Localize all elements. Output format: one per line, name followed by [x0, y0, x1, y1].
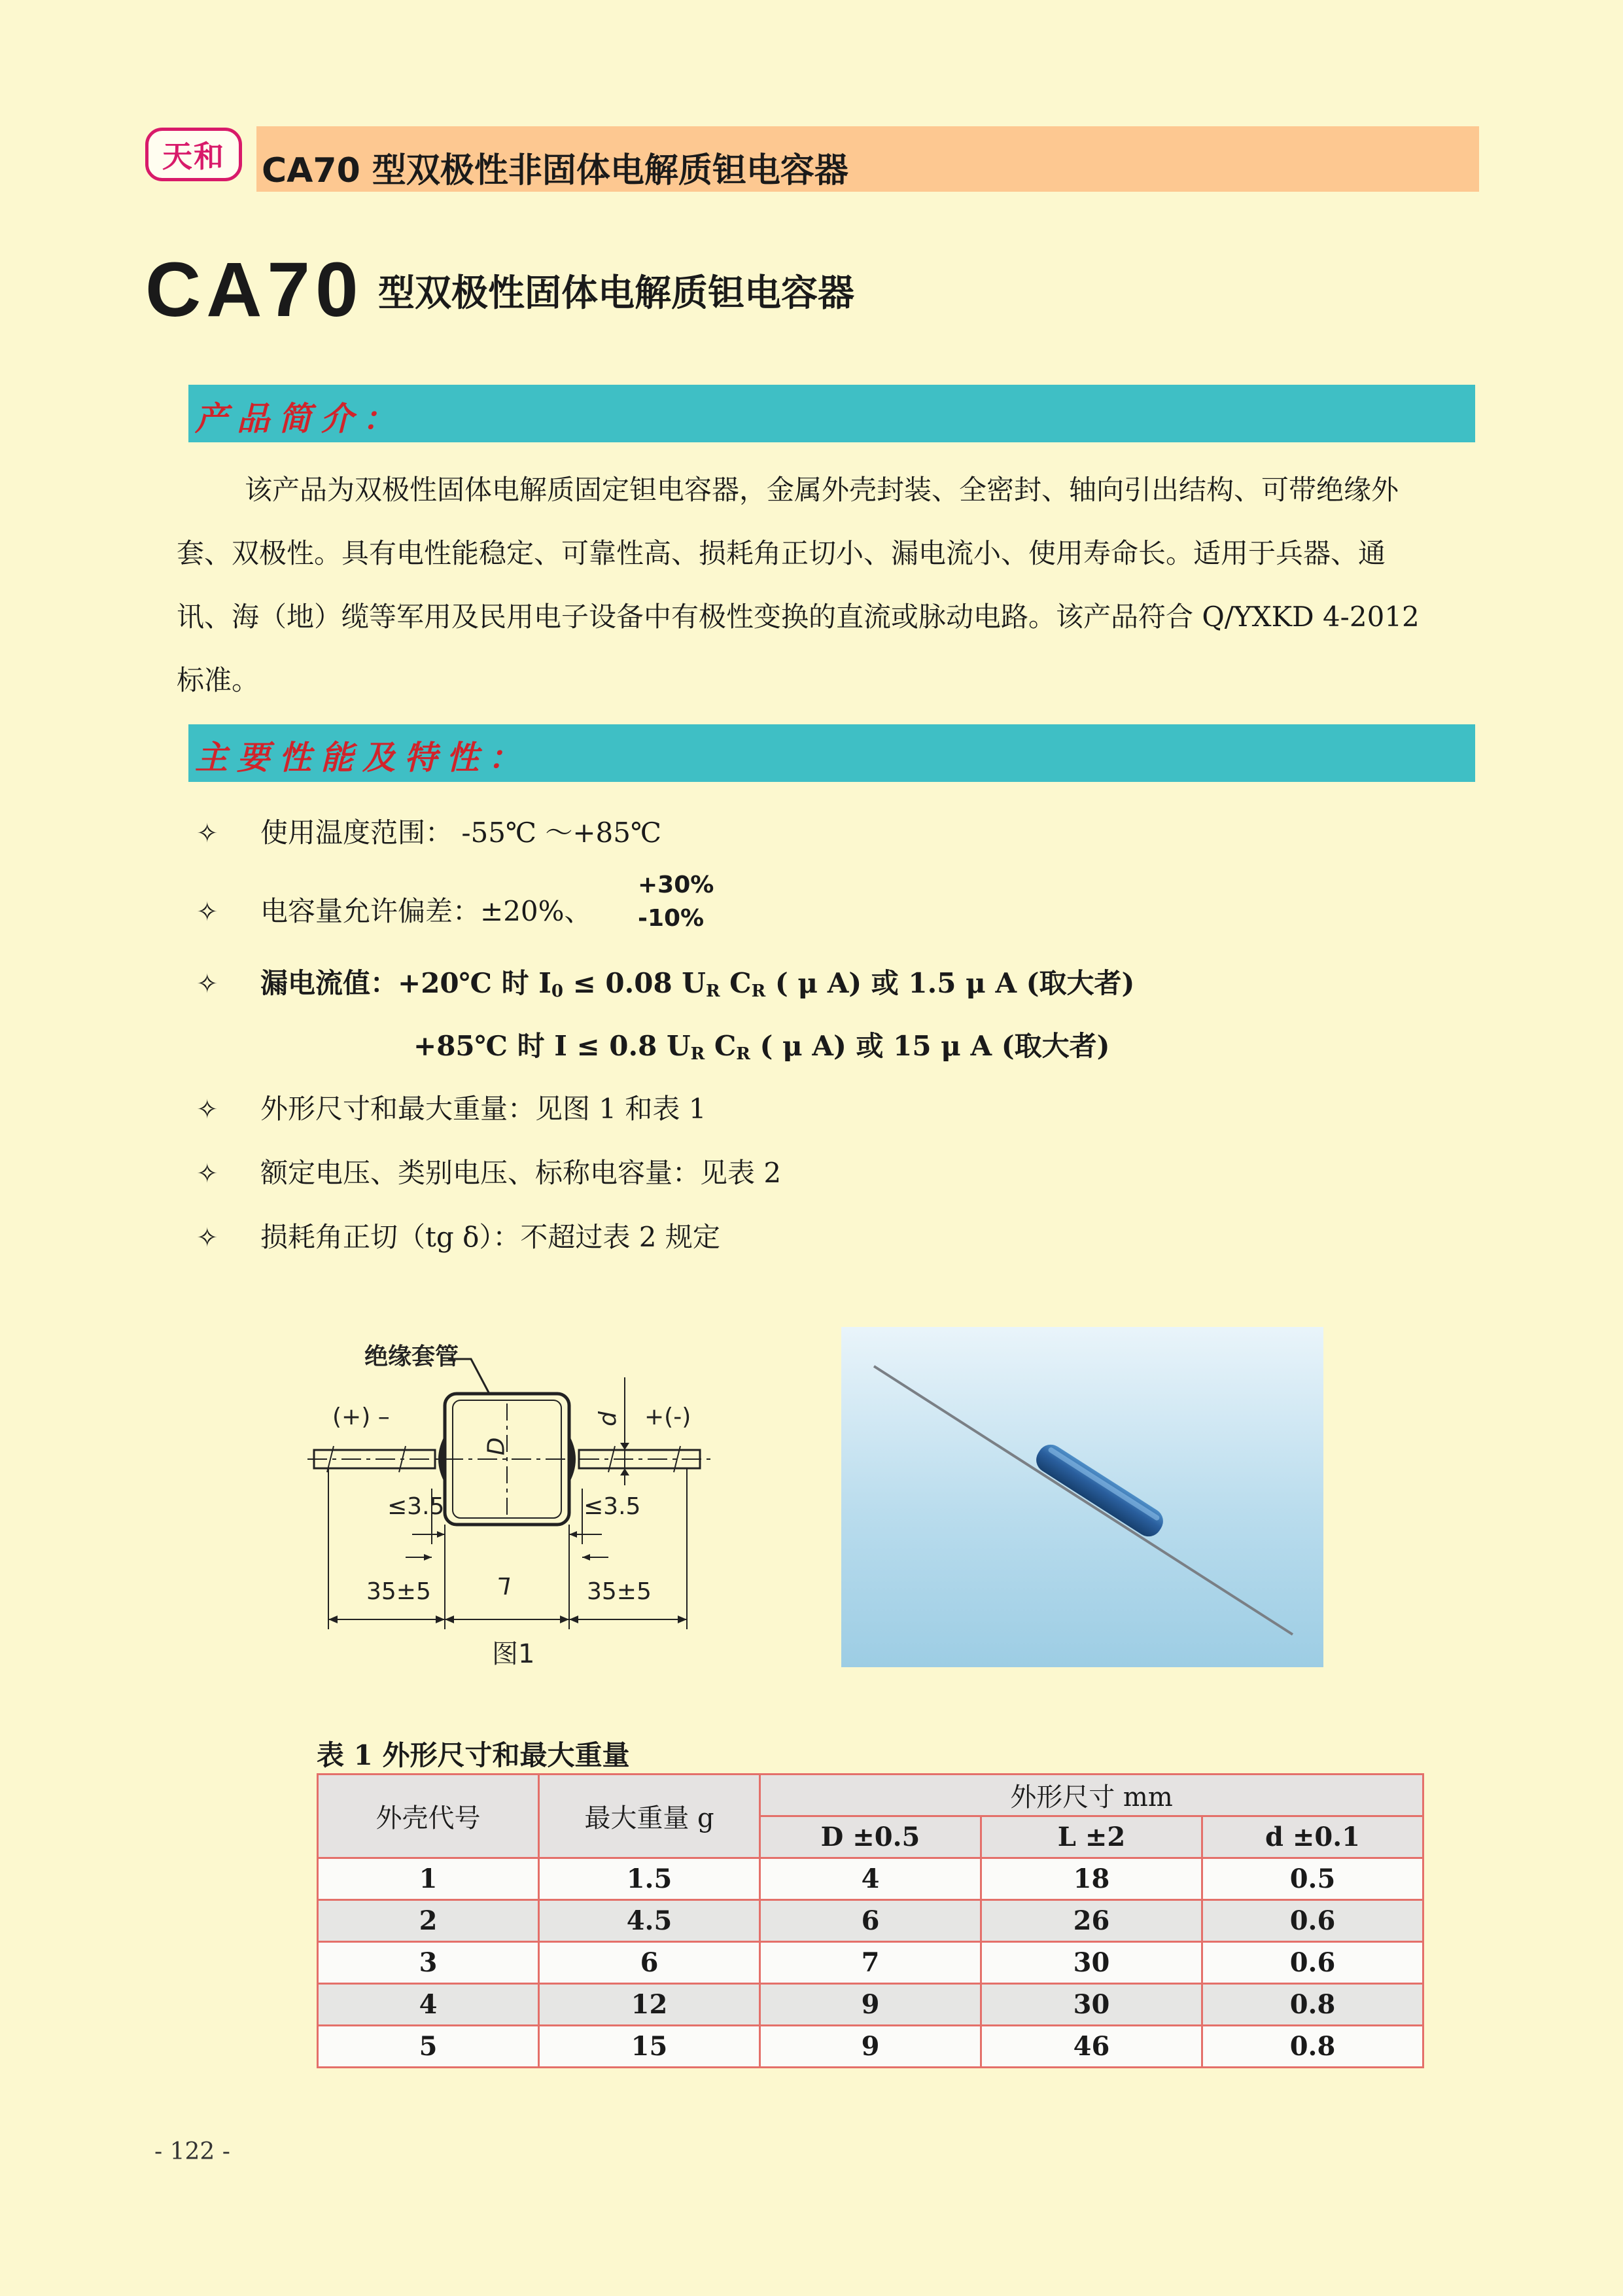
lead-diameter-d-label: d	[594, 1411, 621, 1426]
polarity-left-label: (+) –	[332, 1404, 390, 1430]
leak-sub: R	[705, 981, 720, 1001]
bullet-icon: ✧	[196, 1223, 218, 1253]
leak2-sub: R	[690, 1044, 705, 1064]
cell-D: 9	[760, 2026, 981, 2068]
feature-dimensions	[196, 1087, 707, 1127]
page-number: - 122 -	[154, 2138, 230, 2165]
leak-text-2: ≤ 0.08 U	[563, 967, 706, 999]
cell-d: 0.6	[1202, 1942, 1423, 1984]
leak-sub: 0	[551, 981, 563, 1001]
capacitor-image	[841, 1327, 1323, 1667]
table-row	[318, 1858, 1423, 1900]
header-dimensions: 外形尺寸 mm	[760, 1775, 1423, 1816]
table-row	[318, 1942, 1423, 1984]
company-logo: 天和	[145, 128, 242, 181]
intro-paragraph	[177, 458, 1439, 712]
feature-leakage-85	[413, 1025, 1109, 1064]
cell-L: 46	[981, 2026, 1202, 2068]
cell-weight: 15	[539, 2026, 760, 2068]
intro-heading: 产品简介：	[195, 399, 404, 438]
feature-dimensions-text: 外形尺寸和最大重量：见图 1 和表 1	[260, 1093, 707, 1125]
sleeve-label: 绝缘套管	[364, 1343, 459, 1370]
table-row	[318, 1900, 1423, 1942]
header-case-code: 外壳代号	[318, 1775, 539, 1858]
product-code: CA70	[145, 247, 364, 333]
leak2-text-1: +85℃ 时 I ≤ 0.8 U	[413, 1030, 691, 1062]
cell-L: 18	[981, 1858, 1202, 1900]
cell-L: 26	[981, 1900, 1202, 1942]
header-max-weight: 最大重量 g	[539, 1775, 760, 1858]
cell-L: 30	[981, 1984, 1202, 2026]
cell-D: 4	[760, 1858, 981, 1900]
lead-gap-right-label: ≤3.5	[584, 1493, 641, 1520]
figure-caption: 图1	[492, 1639, 535, 1669]
leak2-text-2: C	[705, 1030, 737, 1062]
lead-length-left-label: 35±5	[366, 1578, 431, 1605]
table-row	[318, 1984, 1423, 2026]
feature-loss	[196, 1216, 720, 1255]
cell-case: 2	[318, 1900, 539, 1942]
tolerance-plus: +30%	[638, 872, 714, 898]
bullet-icon: ✧	[196, 819, 218, 849]
leak2-sub: R	[736, 1044, 750, 1064]
leak-sub: R	[751, 981, 766, 1001]
cell-weight: 6	[539, 1942, 760, 1984]
leak-text-4: ( μ A) 或 1.5 μ A (取大者)	[765, 967, 1135, 999]
leak2-text-3: ( μ A) 或 15 μ A (取大者)	[750, 1030, 1110, 1062]
leak-text-3: C	[720, 967, 752, 999]
feature-loss-text: 损耗角正切（tg δ）：不超过表 2 规定	[260, 1221, 720, 1253]
diameter-D-label: D	[483, 1437, 510, 1456]
cell-weight: 12	[539, 1984, 760, 2026]
feature-voltage	[196, 1152, 781, 1191]
leak-text-1: 漏电流值：+20℃ 时 I	[260, 967, 551, 999]
cell-weight: 4.5	[539, 1900, 760, 1942]
lead-length-right-label: 35±5	[587, 1578, 652, 1605]
cell-d: 0.8	[1202, 1984, 1423, 2026]
cell-weight: 1.5	[539, 1858, 760, 1900]
cell-L: 30	[981, 1942, 1202, 1984]
header-title: CA70 型双极性非固体电解质钽电容器	[262, 151, 848, 190]
table-row	[318, 2026, 1423, 2068]
table-caption: 表 1 外形尺寸和最大重量	[317, 1739, 630, 1771]
header-D: D ±0.5	[760, 1816, 981, 1858]
cell-d: 0.5	[1202, 1858, 1423, 1900]
polarity-right-label: +(-)	[644, 1404, 691, 1430]
cell-D: 9	[760, 1984, 981, 2026]
tolerance-minus: -10%	[638, 905, 705, 932]
bullet-icon: ✧	[196, 969, 218, 999]
body-length-L-label: L	[497, 1572, 511, 1598]
feature-temp	[196, 811, 661, 851]
intro-text: 该产品为双极性固体电解质固定钽电容器，金属外壳封装、全密封、轴向引出结构、可带绝缘外套、双极性。具有电性能稳定、可靠性高、损耗角正切小、漏电流小、使用寿命长。适用于兵器、通讯、海（地）缆等军用及民用电子设备中有极性变换的直流或脉动电路。该产品符合 Q/YXKD 4-2012 标准。	[177, 474, 1420, 696]
bullet-icon: ✧	[196, 1159, 218, 1189]
cell-d: 0.6	[1202, 1900, 1423, 1942]
lead-gap-left-label: ≤3.5	[387, 1493, 445, 1520]
feature-capacitance-text: 电容量允许偏差：±20%、	[260, 895, 592, 927]
cell-d: 0.8	[1202, 2026, 1423, 2068]
cell-case: 3	[318, 1942, 539, 1984]
bullet-icon: ✧	[196, 1095, 218, 1125]
cell-case: 5	[318, 2026, 539, 2068]
product-title: 型双极性固体电解质钽电容器	[378, 272, 854, 315]
cell-D: 6	[760, 1900, 981, 1942]
feature-voltage-text: 额定电压、类别电压、标称电容量：见表 2	[260, 1157, 782, 1189]
cell-case: 4	[318, 1984, 539, 2026]
product-photo	[841, 1327, 1323, 1667]
bullet-icon: ✧	[196, 897, 218, 927]
cell-case: 1	[318, 1858, 539, 1900]
dimensions-table	[317, 1773, 1424, 2068]
cell-D: 7	[760, 1942, 981, 1984]
feature-capacitance	[196, 890, 592, 929]
features-heading: 主要性能及特性：	[195, 738, 530, 777]
header-L: L ±2	[981, 1816, 1202, 1858]
feature-temp-text: 使用温度范围： -55℃ ～+85℃	[260, 817, 661, 849]
feature-leakage	[196, 962, 1134, 1001]
header-d: d ±0.1	[1202, 1816, 1423, 1858]
